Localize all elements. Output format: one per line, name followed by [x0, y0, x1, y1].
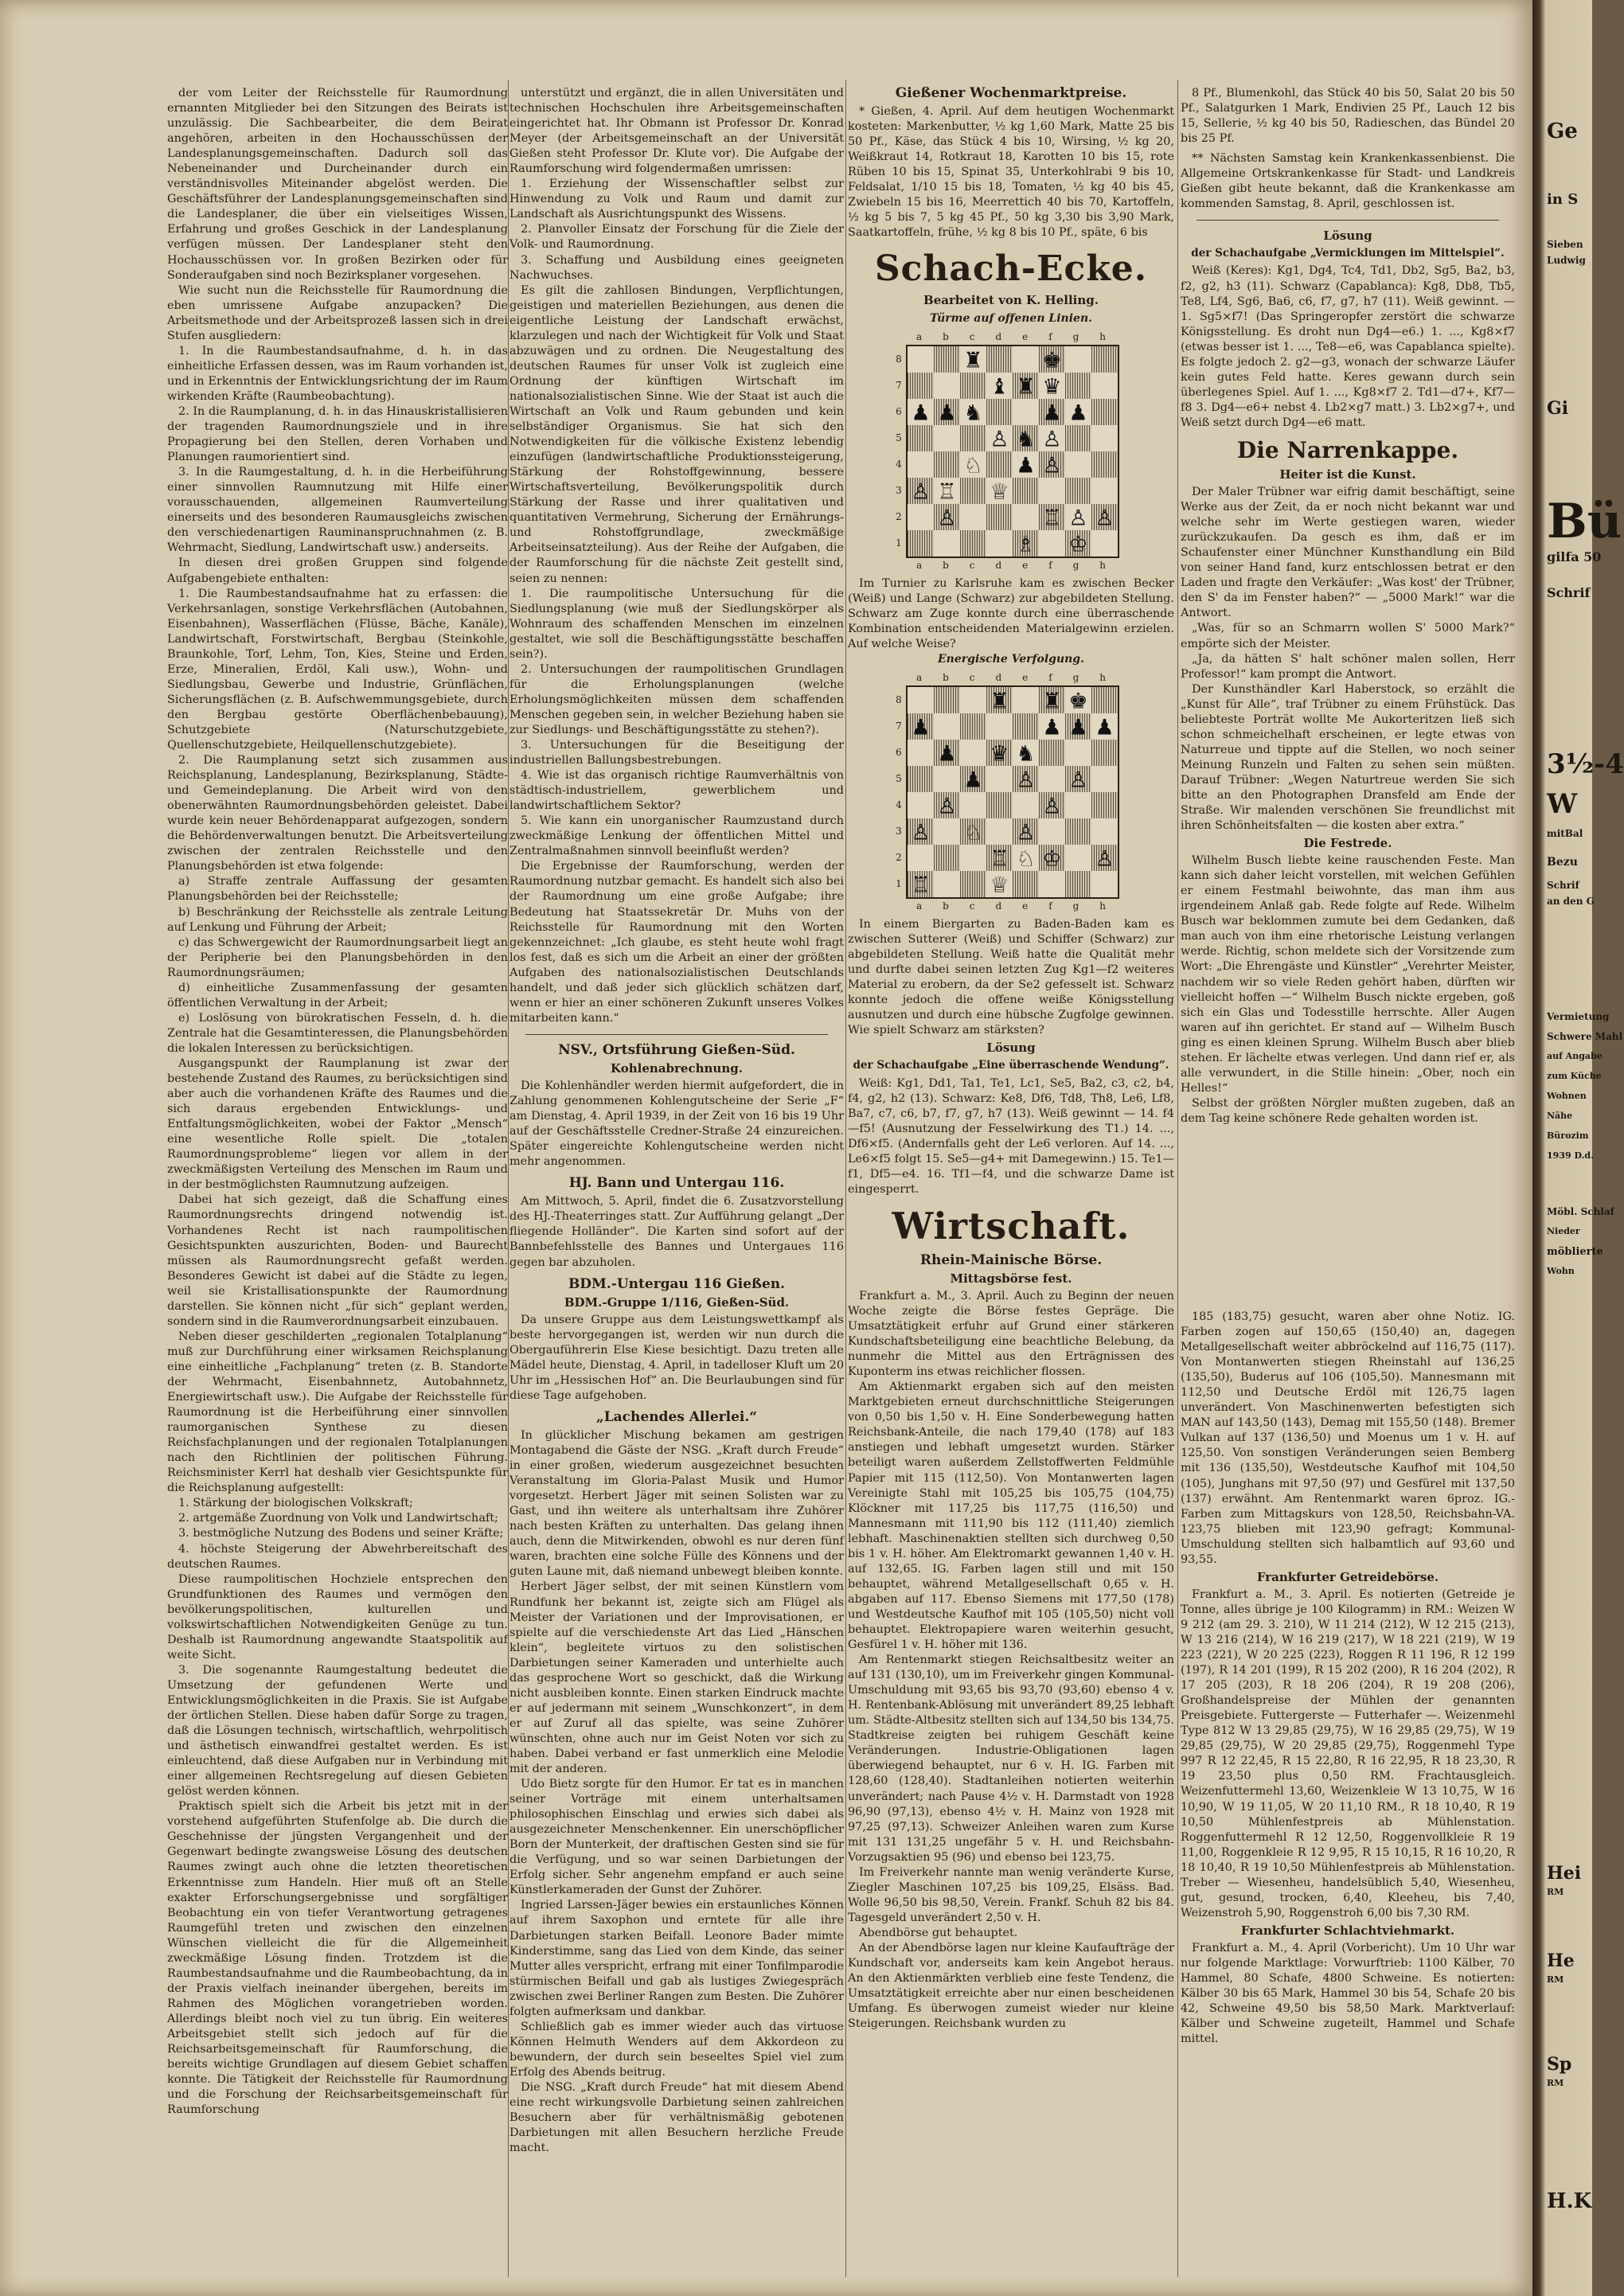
chess-board-1 [892, 330, 1130, 573]
headline-getreideboerse: Frankfurter Getreidebörse. [1256, 1569, 1439, 1584]
board-square [1039, 871, 1065, 897]
col1-paras-paragraph: 1. In die Raumbestandsaufnahme, d. h. in das einheitliche Erfassen dessen, was im Raum vorhanden ist, und in Erkenntnis der Entwicklungsrichtung der im Raum wirkenden Kräfte (Raumbeobachtung). [167, 344, 508, 403]
strip-fragment: Sp [1547, 2054, 1572, 2075]
headline-boerse: Rhein-Mainische Börse. [919, 1251, 1103, 1268]
column-4 [1181, 86, 1515, 2267]
chess-piece: ♕ [990, 873, 1009, 898]
loesung2-title: Lösung [1323, 228, 1372, 244]
board-square [908, 504, 934, 530]
board-square [1065, 740, 1091, 766]
col1-paras-paragraph: Diese raumpolitischen Hochziele entsprechen den Grundfunktionen des Raumes und vermögen den bevölkerungspolitischen, kulturellen und volkswirtschaftlichen Notwendigkeiten Genüge zu tun. Deshalb ist Raumordnung angewandte Staatspolitik auf weite Sicht. [167, 1572, 508, 1661]
board-square [934, 871, 960, 897]
col1-paras-paragraph: Neben dieser geschilderten „regionalen Totalplanung“ muß zur Durchführung einer wirksamen Reichsplanung eine einheitliche „Fachplanung“ treten (z. B. Standorte der Wehrmacht, Eisenbahnnetz, Autobahnnetz, Energiewirtschaft usw.). Die Aufgabe der Reichsstelle für Raumordnung ist die Herbeiführung einer sinnvollen raumorganischen Synthese zu diesen Reichsfachplanungen und der regionalen Totalplanungen nach den Richtlinien der politischen Führung. Reichsminister Kerrl hat deshalb vier Gesichtspunkte für die Reichsplanung aufgestellt: [167, 1330, 508, 1495]
col1-paras-paragraph: b) Beschränkung der Reichsstelle als zentrale Leitung auf Lenkung und Führung der Arbeit; [167, 905, 508, 934]
board-square [934, 530, 960, 556]
board-square [934, 766, 960, 792]
board-square [1091, 346, 1118, 373]
schach-byline: Bearbeitet von K. Helling. [923, 293, 1099, 308]
board-square [986, 504, 1013, 530]
col4-paras_fest-paragraph: Selbst der größten Nörgler mußten zugeben, daß an dem Tag keine schönere Rede gehalten worden ist. [1181, 1096, 1515, 1125]
strip-fragment: Bü [1547, 494, 1622, 549]
board-square [960, 871, 986, 897]
chess-piece: ♘ [963, 820, 983, 845]
board-square [960, 740, 986, 766]
col2-paras_top-paragraph: 1. Die raumpolitische Untersuchung für die Siedlungsplanung (wie muß der Siedlungskörper als Wohnraum des schaffenden Menschen im einzelnen gestaltet, wie soll die Beschäftigungsstätte beschaffen sein?). [509, 587, 844, 661]
headline-bdm: BDM.-Untergau 116 Gießen. [568, 1275, 786, 1292]
chess-piece: ♛ [1042, 374, 1062, 400]
chess-piece: ♝ [990, 374, 1009, 400]
strip-fragment: Möbl. Schlaf [1547, 1206, 1614, 1217]
strip-fragment: Nähe [1547, 1111, 1573, 1121]
loesung-text: Weiß: Kg1, Dd1, Ta1, Te1, Lc1, Se5, Ba2, c3, c2, b4, f4, g2, h2 (13). Schwarz: Ke8, Df6, Td8, Th8, Le6, Lf8, Ba7, c7, c6, b7, f7, g7, h7 (13). Weiß gewinnt — 14. f4—f5! (Ausnutzung der Fesselwirkung des T1.) 14. ..., Df6×f5. (Andernfalls geht der Le6 verloren. Auf 14. ..., Le6×f5 folgt 15. Se5—g4+ mit Damegewinn.) 15. Te1—f1, Df5—e4. 16. Tf1—f4, und die schwarze Dame ist eingesperrt. [848, 1076, 1174, 1196]
chess-piece: ♙ [911, 479, 931, 505]
column-rule [1177, 80, 1178, 2277]
col4-paras_narren-paragraph: „Ja, da hätten S' halt schöner malen sollen, Herr Professor!“ kam prompt die Antwort. [1181, 652, 1515, 681]
subhead-boerse: Mittagsbörse fest. [950, 1271, 1072, 1286]
board-square [1013, 687, 1039, 713]
strip-fragment: möblierte [1547, 1246, 1603, 1258]
subhead-festrede: Die Festrede. [1303, 836, 1392, 851]
board-square [1065, 346, 1091, 373]
strip-fragment: zum Küche [1547, 1071, 1602, 1081]
col2-paras_top-paragraph: Die Ergebnisse der Raumforschung, werden der Raumordnung nutzbar gemacht. Es handelt sich also bei der Raumordnung um eine große Aufgabe; ihre Bedeutung hat Staatssekretär Dr. Muhs von der Reichsstelle für Raumordnung mit den Worten gekennzeichnet: „Ich glaube, es steht heute wohl fragt los fest, daß es sich um die Arbeit an einer der größten Aufgaben des nationalsozialistischen Deutschlands handelt, und daß jeder sich glücklich schätzen darf, wenn er hier an einer schöneren Zukunft unseres Volkes mitarbeiten kann.“ [509, 860, 844, 1025]
strip-fragment: Sieben [1547, 239, 1583, 250]
chess-piece: ♖ [911, 873, 931, 898]
strip-fragment: Schwere Mahl [1547, 1031, 1623, 1042]
board-square [1013, 792, 1039, 818]
col4-paras_narren-paragraph: „Was, für so an Schmarrn wollen S' 5000 Mark?“ empörte sich der Meister. [1181, 622, 1515, 650]
chess-piece: ♟ [1016, 453, 1036, 478]
chess-piece: ♙ [990, 427, 1009, 452]
col1-paras-paragraph: a) Straffe zentrale Auffassung der gesamten Planungsbehörden bei der Reichsstelle; [167, 875, 508, 904]
board-square [908, 346, 934, 373]
col2-paras_allerlei-paragraph: In glücklicher Mischung bekamen am gestrigen Montagabend die Gäste der NSG. „Kraft durch Freude“ in einer großen, wiederum ausgezeichnet besuchten Veranstaltung im Gloria-Palast Musik und Humor vorgesetzt. Herbert Jäger mit seinen Solisten war zu Gast, und ihn weitere als unterhaltsam ihre Zuhörer nach besten Kräften zu unterhalten. Das gelang ihnen auch, denn die Mitwirkenden, obwohl es nur deren fünf waren, brachten eine solche Fülle des Könnens und der guten Laune mit, daß niemand unbewegt bleiben konnte. [509, 1428, 844, 1579]
board-square [1065, 373, 1091, 399]
board-square [908, 425, 934, 451]
file-labels: a b c d e f g h [915, 559, 1107, 571]
board-square [934, 346, 960, 373]
strip-fragment: an den G [1547, 896, 1595, 907]
chess-piece: ♔ [1068, 532, 1088, 557]
col1-paras-paragraph: Ausgangspunkt der Raumplanung ist zwar der bestehende Zustand des Raumes, zu berücksichtigen sind aber auch die vorhandenen Kräfte des Raumes und die sich daraus ergebenden Entwicklungs- und Entfaltungsmöglichkeiten, wobei der Faktor „Mensch“ eine wesentliche Rolle spielt. Die „totalen Raumordnungsprobleme“ liegen vor allem in der zweckmäßigsten Verteilung des Menschen im Raum und in der bestmöglichsten Raumnutzung aufzeigen. [167, 1057, 508, 1192]
column-raumordnung [167, 86, 508, 2267]
col1-paras-paragraph: 1. Stärkung der biologischen Volkskraft; [178, 1497, 413, 1510]
board-square [934, 845, 960, 871]
col1-paras-paragraph: In diesen drei großen Gruppen sind folgende Aufgabengebiete enthalten: [167, 556, 508, 585]
strip-fragment: Gi [1547, 398, 1569, 419]
board-square [934, 451, 960, 478]
headline-hj: HJ. Bann und Untergau 116. [568, 1175, 785, 1192]
board-square [1039, 740, 1065, 766]
chess-piece: ♔ [1042, 846, 1062, 872]
strip-fragment: Bürozim [1547, 1130, 1589, 1141]
chess-piece: ♟ [911, 400, 931, 426]
col4-paras_borse-paragraph: 185 (183,75) gesucht, waren aber ohne Notiz. IG. Farben zogen auf 150,65 (150,40) an, dagegen Metallgesellschaft weiter abbröckelnd auf 116,75 (117). Von Montanwerten stiegen Rheinstahl auf 136,25 (135,50), Buderus auf 106 (105,50). Mannesmann mit 112,50 und Deutsche Erdöl mit 126,75 lagen unverändert. Von Maschinenwerten befestigten sich MAN auf 143,50 (143), Demag mit 155,50 (148). Bremer Vulkan auf 137 (136,50) und Moenus um 1 v. H. auf 125,50. Von sonstigen Veränderungen seien Bemberg mit 136 (135,50), Westdeutsche Kaufhof mit 104,50 (105), Junghans mit 97,50 (97) und Gesfürel mit 137,50 (137) erwähnt. Am Rentenmarkt waren 6proz. IG.-Farben zum Mittagskurs von 128,50, Reichsbahn-VA. 123,75 blieben mit 123,90 gefragt; Kommunal-Umschuldung stellten sich halbamtlich auf 93,60 und 93,55. [1181, 1310, 1515, 1566]
col1-paras-paragraph: Wie sucht nun die Reichsstelle für Raumordnung die eben umrissene Aufgabe anzupacken? Die Arbeitsmethode und der Arbeitsprozeß lassen sich in drei Stufen ausgliedern: [167, 283, 508, 342]
col2-paras_top-paragraph: 2. Untersuchungen der raumpolitischen Grundlagen für die Erholungsplanungen (welche Erholungsmöglichkeiten müssen dem schaffenden Menschen gegeben sein, in welcher Beziehung haben sie zur Siedlungs- und Beschäftigungsstätte zu stehen?). [509, 662, 844, 736]
board-square [986, 399, 1013, 425]
col2-paras_top-paragraph: 3. Untersuchungen für die Beseitigung der industriellen Ballungsbestrebungen. [509, 739, 844, 767]
col1-paras-paragraph: c) das Schwergewicht der Raumordnungsarbeit liegt an der Peripherie bei den Planungsbehörden in den Raumordnungsräumen; [167, 935, 508, 979]
col2-paras_allerlei-paragraph: Die NSG. „Kraft durch Freude“ hat mit diesem Abend eine recht wirkungsvolle Darbietung seinen zahlreichen Besuchern aber für verhältnismäßig gebotenen Darbietungen mit allen Besuchern herzliche Freude macht. [509, 2081, 844, 2155]
strip-fragment: mitBal [1547, 828, 1583, 839]
headline-wochenmarkt: Gießener Wochenmarktpreise. [895, 85, 1127, 101]
col1-paras-paragraph: d) einheitliche Zusammenfassung der gesamten öffentlichen Verwaltung in der Arbeit; [167, 981, 508, 1009]
chess-piece: ♟ [1042, 400, 1062, 426]
chess-piece: ♟ [1068, 715, 1088, 740]
strip-fragment: RM [1547, 2078, 1564, 2088]
col1-paras-paragraph: 2. Die Raumplanung setzt sich zusammen aus Reichsplanung, Landesplanung, Bezirksplanung, Städte- und Gemeindeplanung. Die Arbeit wird von den obenerwähnten Raumordnungsbehörden geleistet. Dabei wurde kein neuer Behördenapparat aufgezogen, sondern die Behördenverwaltungen benutzt. Die Arbeitsverteilung zwischen der zentralen Reichsstelle und den Planungsbehörden ist etwa folgende: [167, 754, 508, 873]
board-square [1013, 504, 1039, 530]
strip-fragment: Schrif [1547, 880, 1579, 891]
headline-narrenkappe: Die Narrenkappe. [1236, 436, 1459, 463]
col2-paras_top-paragraph: 1. Erziehung der Wissenschaftler selbst zur Hinwendung zu Volk und Raum und damit zur Landschaft als Ausrichtungspunkt des Wissens. [509, 178, 844, 221]
column-rule [845, 80, 846, 2277]
col1-paras-paragraph: 2. In die Raumplanung, d. h. in das Hinauskristallisieren der tragenden Raumordnungsziele und in ihre Propagierung bei den Stellen, deren Vorhaben und Planungen raumorientiert sind. [167, 404, 508, 464]
chess-piece: ♙ [1042, 794, 1062, 819]
strip-fragment: Nieder [1547, 1226, 1580, 1236]
chess-board-2 [892, 670, 1130, 914]
board-square [1091, 451, 1118, 478]
chess-piece: ♜ [1042, 689, 1062, 714]
chess-piece: ♙ [1016, 820, 1036, 845]
col2-paras_top-paragraph: 3. Schaffung und Ausbildung eines geeigneten Nachwuchses. [509, 253, 844, 282]
board-square [1065, 478, 1091, 504]
chess-piece: ♞ [1016, 741, 1036, 767]
divider [1197, 220, 1499, 221]
strip-fragment: RM [1547, 1887, 1564, 1897]
chess-piece: ♙ [1042, 427, 1062, 452]
col1-paras-paragraph: Praktisch spielt sich die Arbeit bis jetzt mit in der vorstehend aufgeführten Stufenfolge ab. Die durch die Geschehnisse der jüngsten Vergangenheit und der Gegenwart bedingte zwangsweise Lösung des deutschen Raumes zwingt auch ohne die letzten theoretischen Erkenntnisse zum Handeln. Hier muß oft an Stelle exakter Erforschungsergebnisse und sorgfältiger Beobachtung ein von tiefer Verantwortung getragenes Raumgefühl treten und zwischen den einzelnen Wünschen vielleicht die für die Allgemeinheit zweckmäßige Lösung finden. Trotzdem ist die Raumbestandsaufnahme und die Raumbeobachtung, da in der Praxis vielfach ineinander übergehen, bereits im Rahmen des Möglichen vorangetrieben worden. Allerdings bleibt noch viel zu tun übrig. Ein weiteres Arbeitsgebiet stellt sich jedoch auf für die Reichsarbeitsgemeinschaft für Raumforschung, die bereits wichtige Grundlagen auf diesem Gebiet schaffen konnte. Die Tätigkeit der Reichsstelle für Raumordnung und die Forschung der Reichsarbeitsgemeinschaft für Raumforschung [167, 1800, 508, 2117]
strip-fragment: He [1547, 1950, 1575, 1971]
chess-piece: ♙ [937, 506, 957, 531]
strip-fragment: Hei [1547, 1863, 1582, 1884]
strip-fragment: Bezu [1547, 856, 1578, 869]
board-square [908, 766, 934, 792]
strip-fragment: RM [1547, 1974, 1564, 1985]
board-square [1065, 792, 1091, 818]
chess-piece: ♟ [1068, 400, 1088, 426]
board-square [960, 792, 986, 818]
board-square [934, 425, 960, 451]
board-grid [906, 685, 1119, 899]
col1-paras-paragraph: 3. bestmögliche Nutzung des Bodens und seiner Kräfte; [178, 1527, 504, 1540]
column-rule [508, 80, 509, 2277]
board-square [934, 818, 960, 845]
file-labels: a b c d e f g h [915, 330, 1107, 342]
col4-paras_narren-paragraph: Der Kunsthändler Karl Haberstock, so erzählt die „Kunst für Alle“, traf Trübner zu einem Frühstück. Das beliebteste Porträt wollte Me Aukorteritzen ließ sich schon schmeichelhaft erscheinen, er legte etwas von Naturreue und tippte auf die Stellen, wo noch seiner Meinung Runzeln und Falten zu sehen sein müßten. Darauf Trübner: „Wegen Naturtreue werden Sie sich bitte an den Photographen Dransfeld am Ende der Straße. Wir malenden verschönen Sie freundlichst mit ihren Schönheitsfalten — die kosten aber extra.“ [1181, 682, 1515, 833]
loesung2-text: Weiß (Keres): Kg1, Dg4, Tc4, Td1, Db2, Sg5, Ba2, b3, f2, g2, h3 (11). Schwarz (Capablanca): Kg8, Db8, Tb5, Te8, Lf4, Sg6, Ba6, c6, f7, g7, h7 (11). Weiß gewinnt. — 1. Sg5×f7! (Das Springeropfer zerstört die schwarze Königsstellung. Es droht nun Dg4—e6.) 1. ..., Kg8×f7 (etwas besser ist 1. ..., Te8—e6, was Capablanca spielte). Es folgte jedoch 2. g2—g3, wonach der schwarze Läufer kein gutes Feld hatte. Keres gewann durch sein überlegenes Spiel. Auf 1. ..., Kg8×f7 2. Td1—d7+, Kf7—f8 3. Dg4—e6+ nebst 4. Lb2×g7 matt.) 3. Lb2×g7+, und Weiß setzt durch Dg4—e6 matt. [1181, 264, 1515, 429]
loesung2-subtitle: der Schachaufgabe „Vermicklungen im Mittelspiel“. [1191, 247, 1505, 260]
subhead-bdm: BDM.-Gruppe 1/116, Gießen-Süd. [564, 1294, 790, 1310]
board-square [908, 687, 934, 713]
col2-paras_top-paragraph: unterstützt und ergänzt, die in allen Universitäten und technischen Hochschulen ihre Arbeitsgemeinschaften eingerichtet hat. Ihr Obmann ist Professor Dr. Konrad Meyer (der Arbeitsgemeinschaft an der Universität Gießen steht Professor Dr. Klute vor). Die Aufgabe der Raumforschung wird folgendermaßen umrissen: [509, 87, 844, 176]
board-square [908, 451, 934, 478]
board-square [960, 845, 986, 871]
col1-paras-paragraph: der vom Leiter der Reichsstelle für Raumordnung ernannten Mitglieder bei den Sitzungen des Beirats ist unzulässig. Die Sachbearbeiter, die dem Beirat angehören, arbeiten in den Hochausschüssen der Landesplanungsgemeinschaften. Dadurch soll das Nebeneinander und Durcheinander durch ein verständnisvolles Miteinander abgelöst werden. Die Geschäftsführer der Landesplanungsgemeinschaften sind die Landesplaner, die über ein vielseitiges Wissen, Erfahrung und großes Geschick in der Landesplanung verfügen müssen. Der Landesplaner steht den Hochausschüssen vor. In großen Bezirken oder für Sonderaufgaben sind noch Bezirksplaner vorgesehen. [167, 87, 508, 282]
board-square [908, 530, 934, 556]
chess-piece: ♙ [1016, 767, 1036, 793]
chess-piece: ♜ [1016, 374, 1036, 400]
chess-piece: ♙ [1068, 767, 1088, 793]
loesung-title: Lösung [986, 1041, 1036, 1056]
chess-piece: ♟ [963, 767, 983, 793]
board-square [1065, 871, 1091, 897]
strip-fragment: 1939 D.d. [1547, 1150, 1594, 1161]
column-3 [848, 86, 1174, 2267]
strip-fragment: Ge [1547, 119, 1578, 143]
board-square [908, 792, 934, 818]
col2-paras_allerlei-paragraph: Ingried Larssen-Jäger bewies ein erstaunliches Können auf ihrem Saxophon und erntete für alle ihre Darbietungen starken Beifall. Leonore Bader mimte Kinderstimme, sang das Lied von dem Kinde, das seiner Mutter alles verspricht, erfrang mit einer Tonfilmparodie stürmischen Beifall und gab als lustiges Zwiegespräch zwischen zwei Berliner Rangen zum Besten. Die Zuhörer folgten aufmerksam und dankbar. [509, 1899, 844, 2018]
chess-piece: ♙ [1095, 846, 1115, 872]
col1-paras-paragraph: 3. Die sogenannte Raumgestaltung bedeutet die Umsetzung der gefundenen Werte und Entwicklungsmöglichkeiten in die Praxis. Sie ist Aufgabe der örtlichen Stellen. Diese haben dafür Sorge zu tragen, daß die Lösungen technisch, wirtschaftlich, wehrpolitisch und ästhetisch einwandfrei gestaltet werden. Es ist einleuchtend, daß diese Aufgaben nur in Verbindung mit einer allgemeinen Rechtsregelung auf diesen Gebieten gelöst werden können. [167, 1663, 508, 1798]
board-square [986, 792, 1013, 818]
strip-fragment: H.K [1547, 2189, 1592, 2213]
col2-paras_top-paragraph: Es gilt die zahllosen Bindungen, Verpflichtungen, geistigen und materiellen Beziehungen, aus denen die eigentliche Leistung der Landschaft erwächst, klarzulegen und nach der Wichtigkeit für Volk und Staat abzuwägen und zu ordnen. Die Neugestaltung des deutschen Raumes für unser Volk ist zugleich eine Ordnung der künftigen Wirtschaft im nationalsozialistischen Sinne. Wie der Staat ist auch die Wirtschaft an Volk und Raum gebunden und kein selbständiger Organismus. Sie hat sich den Notwendigkeiten für die völkische Existenz lebendig einzufügen (landwirtschaftliche Produktionssteigerung, Stärkung der Rohstoffgewinnung, bessere Wirtschaftsverteilung, Bevölkerungspolitik durch Stärkung der Rasse und ihrer qualitativen und quantitativen Vermehrung, Sicherung der Ernährungs- und Rohstoffgrundlage, zweckmäßige Arbeitseinsatzteilung). Aus der Reihe der Aufgaben, die der Raumforschung für die nächste Zeit gestellt sind, seien zu nennen: [509, 283, 844, 585]
chess-piece: ♖ [937, 479, 957, 505]
chess-piece: ♚ [1068, 689, 1088, 714]
chess-piece: ♟ [937, 741, 957, 767]
board-square [960, 687, 986, 713]
board-square [986, 451, 1013, 478]
board-square [1091, 373, 1118, 399]
strip-fragment: Schrif [1547, 585, 1591, 600]
chess-piece: ♙ [1068, 506, 1088, 531]
adjacent-page-strip [1532, 0, 1624, 2296]
article-kohlen: Die Kohlenhändler werden hiermit aufgefordert, die in Zahlung genommenen Kohlengutscheine der Serie „F“ am Dienstag, 4. April 1939, in der Zeit von 16 bis 19 Uhr auf der Geschäftsstelle Credner-Straße 24 einzureichen. Später eingereichte Kohlengutscheine werden nicht mehr angenommen. [509, 1080, 844, 1169]
board-square [960, 713, 986, 740]
col1-paras-paragraph: 4. höchste Steigerung der Abwehrbereitschaft des deutschen Raumes. [167, 1542, 508, 1571]
chess-piece: ♞ [1016, 427, 1036, 452]
board-square [1091, 740, 1118, 766]
col3-paras_borse-paragraph: Frankfurt a. M., 3. April. Auch zu Beginn der neuen Woche zeigte die Börse festes Gepräge. Die Umsatztätigkeit erfuhr auf Grund einer stärkeren Kundschaftsbeteiligung eine beachtliche Belebung, da nunmehr die Mittel aus den Erträgnissen des Kuponterm ins etwas reichlicher flossen. [848, 1289, 1174, 1379]
headline-nsv: NSV., Ortsführung Gießen-Süd. [558, 1041, 795, 1058]
chess-piece: ♟ [1042, 715, 1062, 740]
problem2-text: In einem Biergarten zu Baden-Baden kam es zwischen Sutterer (Weiß) und Schiffer (Schwarz) zur abgebildeten Stellung. Weiß hatte die Qualität mehr und durfte dabei seinen letzten Zug Kg1—f2 weiteres Material zu erobern, da der Se2 gefesselt ist. Schwarz konnte jedoch die offene weiße Königsstellung ausnutzen und durch eine hübsche Zugfolge gewinnen. Wie spielt Schwarz am stärksten? [848, 918, 1174, 1037]
article-hj: Am Mittwoch, 5. April, findet die 6. Zusatzvorstellung des HJ.-Theaterringes statt. Zur Aufführung gelangt „Der fliegende Holländer“. Die Karten sind sofort auf der Bannbefehlsstelle des Bannes und Untergaues 116 gegen bar abzuholen. [509, 1195, 844, 1269]
board-square [934, 713, 960, 740]
board-square [1013, 399, 1039, 425]
headline-allerlei: „Lachendes Allerlei.“ [595, 1408, 758, 1425]
board-square [1065, 425, 1091, 451]
board-square [908, 845, 934, 871]
chess-piece: ♖ [1042, 506, 1062, 531]
problem2-title: Energische Verfolgung. [938, 652, 1084, 666]
chess-piece: ♗ [1016, 532, 1036, 557]
article-schlachtvieh: Frankfurt a. M., 4. April (Vorbericht). Um 10 Uhr war nur folgende Marktlage: Vorwurftrieb: 1100 Kälber, 70 Hammel, 80 Schafe, 4800 Schweine. Es notierten: Kälber 30 bis 65 Mark, Hammel 30 bis 54, Schafe 20 bis 42, Schweine 49,50 bis 58,50 Mark. Marktverlauf: Kälber und Schweine zugeteilt, Hammel und Schafe mittel. [1181, 1941, 1515, 2046]
col1-paras-paragraph: Dabei hat sich gezeigt, daß die Schaffung eines Raumordnungsrechts dringend notwendig ist. Vorhandenes Recht ist nach raumpolitischen Gesichtspunkten auszurichten, Boden- und Baurecht müssen als Raumordnungsrecht gefaßt werden. Besonderes Gewicht ist dabei auf die Städte zu legen, weil sie Kristallisationspunkte der Raumordnung darstellen. Sie können nicht „für sich“ geplant werden, sondern sind in die Raumverordnungsarbeit einzubauen. [167, 1193, 508, 1328]
board-square [986, 346, 1013, 373]
problem1-title: Türme auf offenen Linien. [929, 311, 1092, 325]
col3-paras_borse-paragraph: Am Aktienmarkt ergaben sich auf den meisten Marktgebieten erneut durchschnittliche Steigerungen von 0,50 bis 1,50 v. H. Eine Sonderbewegung hatten Reichsbank-Anteile, die nach 179,40 (178) auf 183 anstiegen und lebhaft umgesetzt wurden. Stärker beteiligt waren außerdem Zellstoffwerten Feldmühle Papier mit 115 (112,50). Von Montanwerten lagen Vereinigte Stahl mit 105,25 bis 105,75 (104,75) Klöckner mit 117,25 bis 117,75 (116,50) und Mannesmann mit 111,90 bis 112 (111,40) ziemlich lebhaft. Maschinenaktien stellten sich durchweg 0,50 bis 1 v. H. höher. Am Elektromarkt gewannen 1,40 v. H. auf 132,65. IG. Farben lagen still und mit 150 behauptet, während Metallgesellschaft 0,65 v. H. abgaben auf 117. Ebenso Siemens mit 177,50 (178) und Westdeutsche Kaufhof mit 105 (105,50) nicht voll behauptet. Elektropapiere waren weiterhin gesucht, Gesfürel 1 v. H. höher mit 136. [848, 1380, 1174, 1652]
chess-piece: ♙ [937, 794, 957, 819]
board-square [986, 713, 1013, 740]
col4-paras_narren-paragraph: Der Maler Trübner war eifrig damit beschäftigt, seine Werke aus der Zeit, da er noch nicht bekannt war und welche sehr im Werte gestiegen waren, wieder zurückzukaufen. Da gesch es ihm, daß er im Schaufenster einer Münchner Kunsthandlung ein Bild von seiner Hand fand, kurz entschlossen betrat er den Laden und fragte den Verkäufer: „Was kost' der Trübner, den S' da im Fenster haben?“ — „5000 Mark!“ war die Antwort. [1181, 486, 1515, 620]
problem1-text: Im Turnier zu Karlsruhe kam es zwischen Becker (Weiß) und Lange (Schwarz) zur abgebildeten Stellung. Schwarz am Zuge konnte durch eine überraschende Kombination entscheidenden Materialgewinn erzielen. Auf welche Weise? [848, 576, 1174, 650]
col2-paras_allerlei-paragraph: Schließlich gab es immer wieder auch das virtuose Können Helmuth Wenders auf dem Akkordeon zu bewundern, der durch sein beseeltes Spiel viel zum Erfolg des Abends beitrug. [509, 2020, 844, 2079]
headline-wirtschaft: Wirtschaft. [892, 1204, 1130, 1248]
chess-piece: ♟ [1095, 715, 1115, 740]
col3-paras_borse-paragraph: Im Freiverkehr nannte man wenig veränderte Kurse, Ziegler Maschinen 107,25 bis 109,25, Elsäss. Bad. Wolle 96,50 bis 98,50, Verein. Frankf. Schuh 82 bis 84. Tagesgeld unverändert 2,50 v. H. [848, 1865, 1174, 1924]
board-square [1091, 871, 1118, 897]
col2-paras_allerlei-paragraph: Herbert Jäger selbst, der mit seinen Künstlern vom Rundfunk her bekannt ist, zeigte sich am Flügel als Meister der Variationen und der Improvisationen, er spielte auf die verschiedenste Art das Lied „Hänschen klein“, begleitete virtuos zu den solistischen Darbietungen seiner Kameraden und unterhielte auch das gesprochene Wort so geschickt, daß die Wirkung nicht ausbleiben konnte. Einen starken Eindruck machte er auf jedermann mit seinem „Wunschkonzert“, in dem er auf Zuruf all das spielte, was seine Zuhörer wünschten, ohne auch nur im Geist Noten vor sich zu haben. Dabei verband er fast unmerklich eine Melodie mit der anderen. [509, 1580, 844, 1776]
board-square [1013, 346, 1039, 373]
board-square [1065, 451, 1091, 478]
col1-paras-paragraph: 2. artgemäße Zuordnung von Volk und Landwirtschaft; [178, 1512, 498, 1525]
rank-labels: 8 7 6 5 4 3 2 1 [896, 693, 902, 889]
rank-labels: 8 7 6 5 4 3 2 1 [896, 353, 902, 549]
headline-schach: Schach-Ecke. [874, 248, 1148, 290]
board-square [1039, 766, 1065, 792]
strip-fragment: Ludwig [1547, 255, 1586, 266]
article-krankenkasse: ** Nächsten Samstag kein Krankenkassenbienst. Die Allgemeine Ortskrankenkasse für Stadt- und Landkreis Gießen gibt heute bekannt, daß die Krankenkasse am kommenden Samstag, 8. April, geschlossen ist. [1181, 152, 1515, 211]
subhead-kohlen: Kohlenabrechnung. [611, 1060, 743, 1076]
col2-paras_top-paragraph: 2. Planvoller Einsatz der Forschung für die Ziele der Volk- und Raumordnung. [509, 223, 844, 252]
board-square [934, 373, 960, 399]
board-square [1039, 530, 1065, 556]
board-square [908, 740, 934, 766]
chess-piece: ♟ [911, 715, 931, 740]
article-wochenmarkt: * Gießen, 4. April. Auf dem heutigen Wochenmarkt kosteten: Markenbutter, ½ kg 1,60 Mark, Matte 25 bis 50 Pf., Käse, das Stück 4 bis 10, Wirsing, ½ kg 20, Weißkraut 14, Rotkraut 18, Karotten 10 bis 15, rote Rüben 10 bis 15, Spinat 35, Unterkohlrabi 9 bis 10, Feldsalat, 1/10 15 bis 18, Tomaten, ½ kg 40 bis 45, Zwiebeln 15 bis 16, Meerrettich 40 bis 70, Kartoffeln, ½ kg 5 bis 7, 5 kg 45 Pf., 50 kg 3,30 bis 3,90 Mark, Saatkartoffeln, frühe, ½ kg 8 bis 10 Pf., späte, 6 bis [848, 105, 1174, 240]
col2-paras_allerlei-paragraph: Udo Bietz sorgte für den Humor. Er tat es in manchen seiner Vorträge mit einem unterhaltsamen philosophischen Einschlag und erwies sich dabei als ausgezeichneter Menschenkenner. Ein unerschöpflicher Born der Munterkeit, der draftischen Gesten sind sie für die Verfügung, und so war seinen Darbietungen der Erfolg sicher. Sehr angenehm empfand er auch seine Künstlerkameraden der Gunst der Zuhörer. [509, 1778, 844, 1897]
col2-paras_top-paragraph: 5. Wie kann ein unorganischer Raumzustand durch zweckmäßige Lenkung der öffentlichen Mittel und Zentralmaßnahmen sinnvoll beeinflußt werden? [509, 814, 844, 858]
board-square [986, 766, 1013, 792]
col3-paras_borse-paragraph: Abendbörse gut behauptet. [859, 1926, 1018, 1939]
chess-piece: ♜ [990, 689, 1009, 714]
chess-piece: ♜ [963, 348, 983, 373]
subhead-heiter: Heiter ist die Kunst. [1279, 467, 1416, 482]
col4-paras_fest-paragraph: Wilhelm Busch liebte keine rauschenden Feste. Man kann sich daher leicht vorstellen, mit welchen Gefühlen er einem Festmahl beiwohnte, das man ihm aus irgendeinem Anlaß gab. Rede folgte auf Rede. Wilhelm Busch war beklommen zumute bei dem Gedanken, daß man auch von ihm eine rhetorische Leistung verlangen werde. Richtig, schon meldete sich der Vorsitzende zum Wort: „Die Ehrengäste und Künstler“ „Verehrter Meister, nachdem wir so viele Reden gehört haben, dürften wir vielleicht hoffen —“ Wilhelm Busch nickte ergeben, goß sich ein Glas und Todesstille herrschte. Aller Augen waren auf ihn gerichtet. Er stand auf — Wilhelm Busch ging es einen kleinen Sprung. Wilhelm Busch aber blieb stehen. Er lächelte etwas verlegen. Und dann rief er, als alle verwundert, in die Stille hinein: „Ober, noch ein Helles!“ [1181, 854, 1515, 1095]
board-square [986, 818, 1013, 845]
col3-paras_borse-paragraph: An der Abendbörse lagen nur kleine Kaufaufträge der Kundschaft vor, anderseits kam kein Angebot heraus. An den Aktienmärkten verblieb eine feste Tendenz, die Umsatztätigkeit erreichte aber nur einen bescheidenen Umfang. Es überwogen zumeist wieder nur kleine Steigerungen. Reichsbank wurden zu [848, 1941, 1174, 2031]
article-getreide: Frankfurt a. M., 3. April. Es notierten (Getreide je Tonne, alles übrige je 100 Kilogramm) in RM.: Weizen W 9 212 (am 29. 3. 210), W 11 214 (212), W 12 215 (213), W 13 216 (214), W 16 219 (217), W 18 221 (219), W 19 223 (221), W 20 225 (223), Roggen R 11 196, R 12 199 (197), R 14 201 (199), R 15 202 (200), R 16 204 (202), R 17 205 (203), R 18 206 (204), R 19 208 (206), Großhandelspreise der Mühlen der genannten Preisgebiete. Futtergerste — Futterhafer —. Weizenmehl Type 812 W 13 29,85 (29,75), W 16 29,85 (29,75), W 19 29,85 (29,75), W 20 29,85 (29,75), Roggenmehl Type 997 R 12 22,45, R 15 22,80, R 16 22,95, R 18 23,30, R 19 23,50 plus 0,50 RM. Frachtausgleich. Weizenfuttermehl 13,60, Weizenkleie W 13 10,75, W 16 10,90, W 19 11,05, W 20 11,10 RM., R 18 10,40, R 19 10,50 Mühlenfestpreis ab Mühlenstation. Roggenfuttermehl R 12 12,50, Roggenvollkleie R 19 11,00, Roggenkleie R 12 9,95, R 15 10,15, R 16 10,20, R 18 10,40, R 19 10,50 Mühlenfestpreis ab Mühlenstation. Treber — Wiesenheu, handelsüblich 5,40, Wiesenheu, gut, gesund, trocken, 6,40, Kleeheu, bis 7,40, Weizenstroh 5,90, Roggenstroh 6,00 bis 7,30 RM. [1181, 1587, 1515, 1919]
strip-fragment: in S [1547, 191, 1579, 208]
board-square [960, 530, 986, 556]
board-square [960, 478, 986, 504]
divider [525, 1034, 828, 1035]
wirtschaft-space [1181, 1127, 1515, 1310]
file-labels: a b c d e f g h [915, 671, 1107, 683]
board-square [1091, 792, 1118, 818]
col1-paras-paragraph: 1. Die Raumbestandsaufnahme hat zu erfassen: die Verkehrsanlagen, sonstige Verkehrsflächen (Autobahnen, Eisenbahnen), Wasserflächen (Flüsse, Bäche, Kanäle), Landwirtschaft, Forstwirtschaft, Bergbau (Steinkohle, Braunkohle, Torf, Lehm, Ton, Kies, Steine und Erden, Erze, Mineralien, Erdöl, Kali usw.), Wohn- und Siedlungsbau, Gewerbe und Industrie, Grünflächen, Sicherungsflächen (z. B. Aufschwemmungsgebiete, durch den Bergbau gestörte Oberflächenbebauung), Schutzgebiete (Naturschutzgebiete, Quellenschutzgebiete, Heilquellenschutzgebiete). [167, 587, 508, 752]
strip-fragment: 3½-4 [1547, 748, 1624, 780]
col1-paras-paragraph: e) Loslösung von bürokratischen Fesseln, d. h. die Zentrale hat die Gesamtinteressen, die Planungsbehörden die lokalen Interessen zu berücksichtigen. [167, 1011, 508, 1055]
board-square [1091, 399, 1118, 425]
strip-fragment: auf Angabe [1547, 1051, 1603, 1061]
chess-piece: ♖ [990, 846, 1009, 872]
board-grid [906, 345, 1119, 558]
chess-piece: ♘ [1016, 846, 1036, 872]
col1-paras-paragraph: 3. In die Raumgestaltung, d. h. in die Herbeiführung einer sinnvollen Raumnutzung mit Hilfe einer vorausschauenden, allgemeinen Raumverteilung einerseits und des besonderen Raumausgleichs zwischen den verschiedenartigen Rauminanspruchnahmen (z. B. Wehrmacht, Siedlung, Landwirtschaft usw.) anderseits. [167, 466, 508, 555]
board-square [1091, 478, 1118, 504]
chess-piece: ♚ [1042, 348, 1062, 373]
strip-fragment: Vermietung [1547, 1011, 1610, 1022]
board-square [1091, 687, 1118, 713]
board-square [1039, 818, 1065, 845]
chess-piece: ♙ [1095, 506, 1115, 531]
board-square [1013, 871, 1039, 897]
board-square [1065, 845, 1091, 871]
board-square [934, 687, 960, 713]
article-bdm: Da unsere Gruppe aus dem Leistungswettkampf als beste hervorgegangen ist, werden wir nun durch die Obergauführerin Else Kiese besichtigt. Dazu treten alle Mädel heute, Dienstag, 4. April, in tadelloser Kluft um 20 Uhr im „Hessischen Hof“ an. Die Beurlaubungen sind für diese Tage aufgehoben. [509, 1313, 844, 1402]
board-square [1091, 530, 1118, 556]
board-square [986, 530, 1013, 556]
board-square [960, 504, 986, 530]
file-labels: a b c d e f g h [915, 900, 1107, 912]
chess-piece: ♘ [963, 453, 983, 478]
loesung-subtitle: der Schachaufgabe „Eine überraschende Wendung“. [853, 1059, 1169, 1072]
board-square [1091, 766, 1118, 792]
chess-piece: ♛ [990, 741, 1009, 767]
board-square [1013, 478, 1039, 504]
chess-piece: ♙ [911, 820, 931, 845]
strip-fragment: W [1547, 788, 1578, 820]
board-square [1091, 425, 1118, 451]
headline-schlachtvieh: Frankfurter Schlachtviehmarkt. [1240, 1923, 1455, 1938]
strip-fragment: Wohn [1547, 1266, 1575, 1276]
board-square [960, 425, 986, 451]
col3-paras_borse-paragraph: Am Rentenmarkt stiegen Reichsaltbesitz weiter an auf 131 (130,10), um im Freiverkehr gingen Kommunal-Umschuldung mit 93,65 bis 93,70 (93,60) ebenso 4 v. H. Rentenbank-Ablösung mit unverändert 89,25 lebhaft um. Städte-Altbesitz stellten sich auf 134,50 bis 134,75. Stadtkreise zeigten bei ruhigem Geschäft keine Veränderungen. Industrie-Obligationen lagen überwiegend behauptet, nur 6 v. H. IG. Farben mit 128,60 (128,40). Stadtanleihen notierten weiterhin unverändert; nach Pause 4½ v. H. Darmstadt von 1928 96,90 (97,13), ebenso 4½ v. H. Mainz von 1928 mit 97,25 (97,13). Schweizer Anleihen waren zum Kurse mit 131 131,25 ungefähr 5 v. H. und Reichsbahn-Vorzugsaktien 95 (96) und ebenso bei 123,75. [848, 1654, 1174, 1864]
col2-paras_top-paragraph: 4. Wie ist das organisch richtige Raumverhältnis von städtisch-industriellem, gewerblichem und landwirtschaftlichem Sektor? [509, 769, 844, 813]
board-square [960, 373, 986, 399]
board-square [1039, 478, 1065, 504]
strip-fragment: gilfa 50 [1547, 549, 1602, 564]
chess-piece: ♞ [963, 400, 983, 426]
board-square [1091, 818, 1118, 845]
strip-fragment: Wohnen [1547, 1091, 1587, 1101]
column-2 [509, 86, 844, 2267]
board-square [908, 373, 934, 399]
chess-piece: ♕ [990, 479, 1009, 505]
chess-piece: ♟ [937, 400, 957, 426]
board-square [1065, 818, 1091, 845]
chess-piece: ♙ [1042, 453, 1062, 478]
article-markt-cont: 8 Pf., Blumenkohl, das Stück 40 bis 50, Salat 20 bis 50 Pf., Salatgurken 1 Mark, Endivien 25 Pf., Lauch 12 bis 15, Sellerie, ½ kg 40 bis 50, Radieschen, das Bündel 20 bis 25 Pf. [1181, 87, 1515, 146]
board-square [1013, 713, 1039, 740]
